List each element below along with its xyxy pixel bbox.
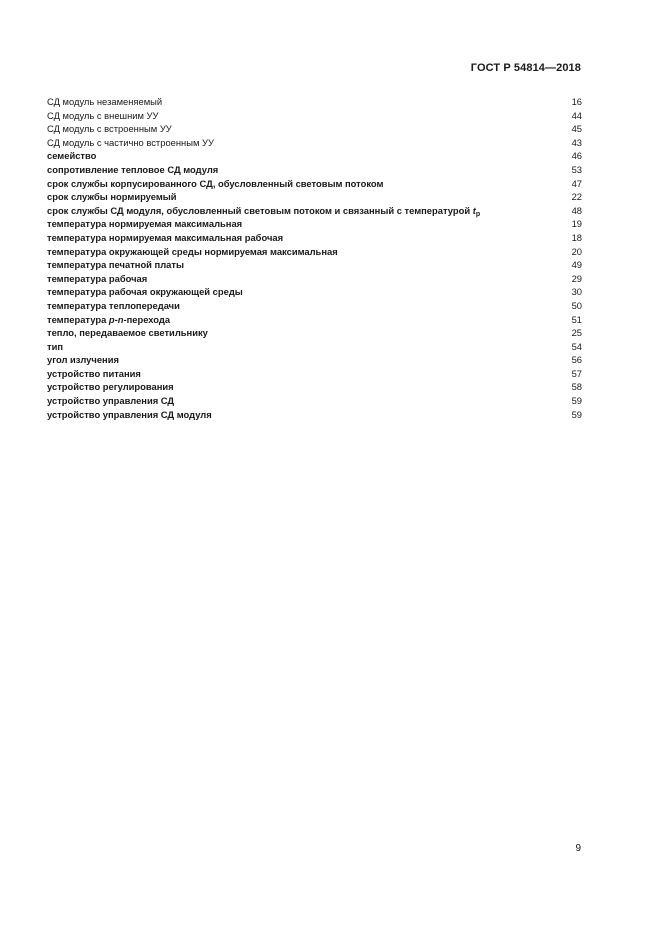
index-entry [47, 245, 582, 259]
index-page-ref: 58 [571, 381, 582, 393]
index-term: СД модуль с встроенным УУ [47, 123, 172, 135]
index-term-suffix: -перехода [123, 313, 171, 325]
index-term: семейство [47, 150, 97, 162]
index-term: СД модуль с внешним УУ [47, 109, 159, 121]
index-page-ref: 57 [571, 367, 582, 379]
index-entry [47, 408, 582, 422]
index-term: температура теплопередачи [47, 299, 180, 311]
index-term: тепло, передаваемое светильнику [47, 327, 208, 339]
index-term: СД модуль с частично встроенным УУ [47, 136, 214, 148]
index-term: устройство питания [47, 367, 141, 379]
index-page-ref: 49 [571, 259, 582, 271]
index-entry [47, 136, 582, 150]
temperature-subscript: p [475, 210, 481, 218]
index-entry [47, 285, 582, 299]
index-term-text: температура [47, 313, 109, 325]
index-term: сопротивление тепловое СД модуля [47, 163, 219, 175]
index-page-ref: 45 [571, 123, 582, 135]
index-term [47, 313, 170, 327]
temperature-symbol: t [472, 204, 476, 216]
index-term: СД модуль незаменяемый [47, 96, 163, 107]
index-entry [47, 394, 582, 408]
index-term: устройство регулирования [47, 381, 174, 393]
index-page-ref: 44 [571, 109, 582, 121]
index-page-ref: 59 [571, 395, 582, 407]
index-page-ref: 25 [571, 327, 582, 339]
index-entry [47, 258, 582, 272]
alphabetical-index [47, 95, 582, 421]
index-term: температура рабочая [47, 272, 148, 284]
index-page-ref: 46 [571, 150, 582, 162]
pn-junction-symbol: p-n [108, 313, 124, 325]
index-term: температура рабочая окружающей среды [47, 286, 243, 298]
index-page-ref: 56 [571, 354, 582, 366]
index-term-text: срок службы СД модуля, обусловленный световым потоком и связанный с температурой [47, 204, 473, 216]
document-code: ГОСТ Р 54814—2018 [470, 62, 581, 74]
index-term: срок службы корпусированного СД, обусловленный световым потоком [47, 177, 384, 189]
index-term: устройство управления СД модуля [47, 408, 212, 420]
index-term: угол излучения [47, 354, 119, 366]
index-term: температура нормируемая максимальная [47, 218, 243, 230]
index-term: срок службы нормируемый [47, 191, 177, 203]
index-page-ref: 43 [571, 136, 582, 148]
index-entry [47, 109, 582, 123]
index-term: температура нормируемая максимальная рабочая [47, 231, 284, 243]
index-page-ref: 22 [571, 191, 582, 203]
index-entry [47, 95, 582, 109]
index-term: устройство управления СД [47, 395, 175, 407]
index-entry [47, 190, 582, 204]
index-entry [47, 299, 582, 313]
index-page-ref: 18 [571, 231, 582, 243]
index-page-ref: 50 [571, 299, 582, 311]
index-page-ref: 16 [571, 96, 582, 107]
index-page-ref: 19 [571, 218, 582, 230]
index-entry [47, 326, 582, 340]
index-page-ref: 48 [571, 204, 582, 216]
index-term: тип [47, 340, 64, 352]
index-page-ref: 47 [571, 177, 582, 189]
page-number: 9 [575, 843, 581, 854]
index-entry [47, 380, 582, 394]
index-page-ref: 20 [571, 245, 582, 257]
index-page-ref: 53 [571, 163, 582, 175]
index-entry [47, 204, 582, 218]
index-page-ref: 59 [571, 408, 582, 420]
index-term: температура окружающей среды нормируемая максимальная [47, 245, 338, 257]
index-entry [47, 149, 582, 163]
index-entry [47, 163, 582, 177]
index-page-ref: 54 [571, 340, 582, 352]
index-entry [47, 231, 582, 245]
index-term: температура печатной платы [47, 259, 184, 271]
index-page-ref: 51 [571, 313, 582, 325]
index-entry [47, 122, 582, 136]
index-page-ref: 29 [571, 272, 582, 284]
index-entry [47, 177, 582, 191]
index-entry [47, 272, 582, 286]
index-entry [47, 353, 582, 367]
index-entry [47, 367, 582, 381]
index-page-ref: 30 [571, 286, 582, 298]
index-entry [47, 340, 582, 354]
index-entry [47, 313, 582, 327]
